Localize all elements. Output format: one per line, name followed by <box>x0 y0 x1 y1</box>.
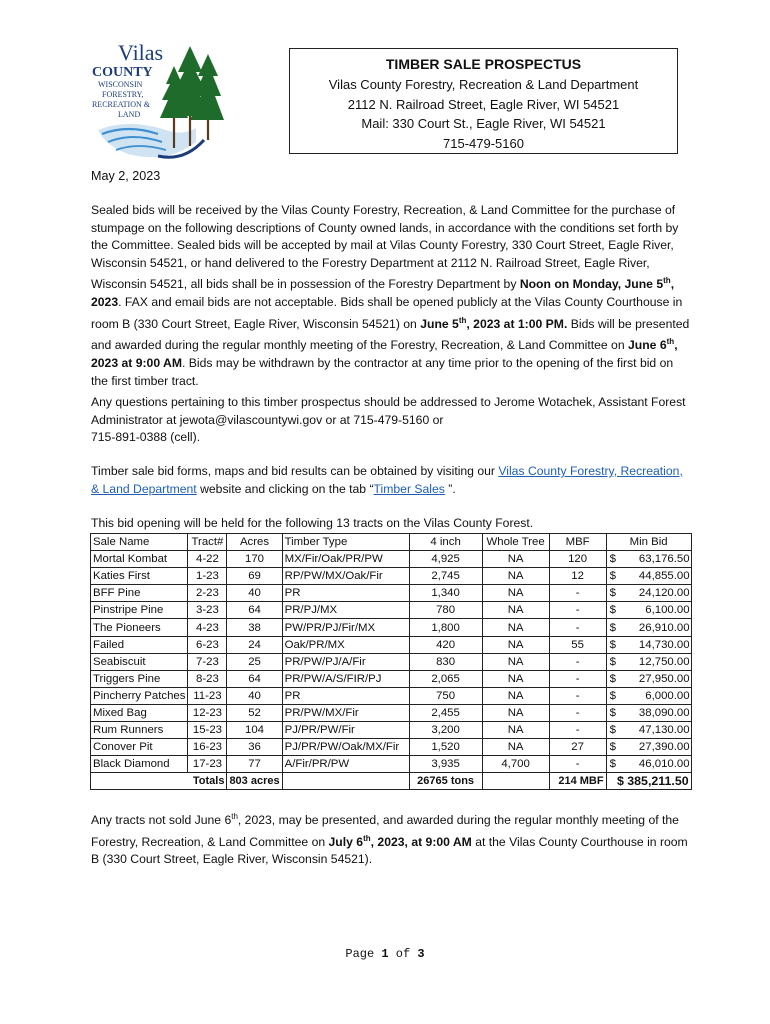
table-row <box>91 722 692 739</box>
cell-mbf: - <box>549 670 606 687</box>
cell-tract: 12-23 <box>188 704 227 721</box>
cell-name: Conover Pit <box>91 739 188 756</box>
cell-bid: 12,750.00 <box>626 653 692 670</box>
table-header-row: Sale Name Tract# Acres Timber Type 4 inch Whole Tree MBF Min Bid <box>91 534 692 551</box>
cell-name: Mortal Kombat <box>91 551 188 568</box>
cell-cur: $ <box>606 704 626 721</box>
cell-type: PR/PW/PJ/A/Fir <box>282 653 409 670</box>
cell-cur: $ <box>606 585 626 602</box>
cell-tract: 4-23 <box>188 619 227 636</box>
cell-cur: $ <box>606 722 626 739</box>
cell-acres: 170 <box>227 551 282 568</box>
cell-bid: 6,100.00 <box>626 602 692 619</box>
cell-whole: NA <box>482 704 549 721</box>
table-intro: This bid opening will be held for the following 13 tracts on the Vilas County Forest. <box>91 516 534 530</box>
cell-tract: 3-23 <box>188 602 227 619</box>
cell-name: Rum Runners <box>91 722 188 739</box>
cell-inch: 750 <box>409 687 482 704</box>
cell-whole: NA <box>482 687 549 704</box>
total-min-bid: $ 385,211.50 <box>606 773 691 790</box>
prospectus-header <box>289 48 678 154</box>
cell-whole: 4,700 <box>482 756 549 773</box>
cell-mbf: - <box>549 722 606 739</box>
county-logo <box>88 38 224 166</box>
cell-name: BFF Pine <box>91 585 188 602</box>
cell-tract: 6-23 <box>188 636 227 653</box>
cell-mbf: - <box>549 585 606 602</box>
cell-bid: 24,120.00 <box>626 585 692 602</box>
cell-mbf: - <box>549 619 606 636</box>
table-row <box>91 704 692 721</box>
timber-sales-link[interactable]: Timber Sales <box>373 481 445 496</box>
cell-acres: 24 <box>227 636 282 653</box>
cell-whole: NA <box>482 585 549 602</box>
svg-text:RECREATION &: RECREATION & <box>92 100 150 109</box>
table-row <box>91 568 692 585</box>
bid-forms-paragraph: Timber sale bid forms, maps and bid results can be obtained by visiting our Vilas County Forestry, Recreation, & Land Department website and clicking on the tab “Timber Sales ”. <box>91 464 683 496</box>
cell-mbf: 55 <box>549 636 606 653</box>
cell-cur: $ <box>606 568 626 585</box>
cell-tract: 15-23 <box>188 722 227 739</box>
document-date: May 2, 2023 <box>91 169 161 183</box>
cell-name: Katies First <box>91 568 188 585</box>
cell-acres: 40 <box>227 687 282 704</box>
logo-vilas: Vilas <box>118 40 164 65</box>
cell-inch: 2,455 <box>409 704 482 721</box>
cell-inch: 2,745 <box>409 568 482 585</box>
cell-bid: 6,000.00 <box>626 687 692 704</box>
cell-acres: 77 <box>227 756 282 773</box>
cell-cur: $ <box>606 756 626 773</box>
cell-whole: NA <box>482 722 549 739</box>
cell-inch: 830 <box>409 653 482 670</box>
table-row <box>91 636 692 653</box>
cell-cur: $ <box>606 670 626 687</box>
cell-type: PR/PJ/MX <box>282 602 409 619</box>
timber-tracts-table <box>90 533 692 790</box>
cell-bid: 47,130.00 <box>626 722 692 739</box>
cell-tract: 8-23 <box>188 670 227 687</box>
department-name: Vilas County Forestry, Recreation & Land Department <box>328 77 639 92</box>
cell-type: PW/PR/PJ/Fir/MX <box>282 619 409 636</box>
cell-cur: $ <box>606 687 626 704</box>
cell-type: RP/PW/MX/Oak/Fir <box>282 568 409 585</box>
cell-acres: 69 <box>227 568 282 585</box>
cell-mbf: 12 <box>549 568 606 585</box>
cell-name: Black Diamond <box>91 756 188 773</box>
cell-bid: 27,390.00 <box>626 739 692 756</box>
bid-instructions-paragraph: Sealed bids will be received by the Vilas County Forestry, Recreation, & Land Committee for the purchase of stumpage on the following descriptions of County owned lands, in accordance with the conditions set forth by the Committee. Sealed bids will be accepted by mail at Vilas County Forestry, 330 Court Street, Eagle River, Wisconsin 54521, or hand delivered to the Forestry Department at 2112 N. Railroad Street, Eagle River, Wisconsin 54521, all bids shall be in possession of the Forestry Department by Noon on Monday, June 5th, 2023. FAX and email bids are not acceptable. Bids shall be opened publicly at the Vilas County Courthouse in room B (330 Court Street, Eagle River, Wisconsin 54521) on June 5th, 2023 at 1:00 PM. Bids will be presented and awarded during the regular monthly meeting of the Forestry, Recreation, & Land Committee on June 6th, 2023 at 9:00 AM. Bids may be withdrawn by the contractor at any time prior to the opening of the first bid on the first timber tract. <box>91 203 690 388</box>
unsold-tracts-paragraph: Any tracts not sold June 6th, 2023, may be presented, and awarded during the regular monthly meeting of the Forestry, Recreation, & Land Committee on July 6th, 2023, at 9:00 AM at the Vilas County Courthouse in room B (330 Court Street, Eagle River, Wisconsin 54521). <box>91 812 688 867</box>
cell-type: PJ/PR/PW/Oak/MX/Fir <box>282 739 409 756</box>
page-number-footer: Page 1 of 3 <box>345 947 425 961</box>
cell-cur: $ <box>606 636 626 653</box>
cell-acres: 52 <box>227 704 282 721</box>
cell-inch: 1,340 <box>409 585 482 602</box>
cell-acres: 36 <box>227 739 282 756</box>
cell-type: PR <box>282 585 409 602</box>
phone-number: 715-479-5160 <box>443 135 524 151</box>
table-row <box>91 551 692 568</box>
table-row <box>91 653 692 670</box>
cell-acres: 38 <box>227 619 282 636</box>
cell-bid: 46,010.00 <box>626 756 692 773</box>
cell-type: PR/PW/MX/Fir <box>282 704 409 721</box>
cell-whole: NA <box>482 670 549 687</box>
mailing-address: Mail: 330 Court St., Eagle River, WI 54521 <box>361 116 606 131</box>
cell-tract: 17-23 <box>188 756 227 773</box>
cell-inch: 3,935 <box>409 756 482 773</box>
cell-name: Pinstripe Pine <box>91 602 188 619</box>
cell-bid: 38,090.00 <box>626 704 692 721</box>
cell-tract: 11-23 <box>188 687 227 704</box>
table-row <box>91 756 692 773</box>
cell-inch: 2,065 <box>409 670 482 687</box>
svg-text:FORESTRY,: FORESTRY, <box>102 90 144 99</box>
cell-bid: 63,176.50 <box>626 551 692 568</box>
cell-acres: 40 <box>227 585 282 602</box>
table-row <box>91 670 692 687</box>
cell-acres: 64 <box>227 602 282 619</box>
table-row <box>91 585 692 602</box>
cell-type: A/Fir/PR/PW <box>282 756 409 773</box>
cell-tract: 7-23 <box>188 653 227 670</box>
cell-acres: 64 <box>227 670 282 687</box>
cell-name: Seabiscuit <box>91 653 188 670</box>
cell-name: Triggers Pine <box>91 670 188 687</box>
total-tons: 26765 tons <box>409 773 482 790</box>
contact-paragraph: Any questions pertaining to this timber prospectus should be addressed to Jerome Wotachek, Assistant Forest Administrator at jewota@vilascountywi.gov or at 715-479-5160 or 715-891-0388 (cell). <box>91 395 686 445</box>
cell-whole: NA <box>482 551 549 568</box>
cell-cur: $ <box>606 551 626 568</box>
cell-tract: 4-22 <box>188 551 227 568</box>
cell-cur: $ <box>606 602 626 619</box>
cell-inch: 780 <box>409 602 482 619</box>
cell-inch: 4,925 <box>409 551 482 568</box>
cell-type: PJ/PR/PW/Fir <box>282 722 409 739</box>
cell-type: PR <box>282 687 409 704</box>
totals-row <box>91 773 692 790</box>
cell-acres: 104 <box>227 722 282 739</box>
cell-type: PR/PW/A/S/FIR/PJ <box>282 670 409 687</box>
page-title: TIMBER SALE PROSPECTUS <box>385 56 582 72</box>
svg-text:WISCONSIN: WISCONSIN <box>98 80 143 89</box>
cell-inch: 1,520 <box>409 739 482 756</box>
cell-bid: 14,730.00 <box>626 636 692 653</box>
totals-label: Totals <box>91 773 227 790</box>
cell-inch: 420 <box>409 636 482 653</box>
cell-acres: 25 <box>227 653 282 670</box>
cell-bid: 44,855.00 <box>626 568 692 585</box>
total-mbf: 214 MBF <box>549 773 606 790</box>
cell-name: The Pioneers <box>91 619 188 636</box>
cell-whole: NA <box>482 619 549 636</box>
table-row <box>91 619 692 636</box>
cell-bid: 27,950.00 <box>626 670 692 687</box>
cell-whole: NA <box>482 602 549 619</box>
cell-whole: NA <box>482 636 549 653</box>
cell-bid: 26,910.00 <box>626 619 692 636</box>
cell-type: Oak/PR/MX <box>282 636 409 653</box>
cell-mbf: 120 <box>549 551 606 568</box>
cell-tract: 1-23 <box>188 568 227 585</box>
table-row <box>91 687 692 704</box>
cell-tract: 2-23 <box>188 585 227 602</box>
cell-mbf: - <box>549 602 606 619</box>
total-acres: 803 acres <box>227 773 282 790</box>
cell-whole: NA <box>482 568 549 585</box>
cell-name: Mixed Bag <box>91 704 188 721</box>
cell-name: Pincherry Patches <box>91 687 188 704</box>
svg-text:LAND: LAND <box>118 110 141 119</box>
logo-county: COUNTY <box>92 65 153 80</box>
cell-cur: $ <box>606 739 626 756</box>
cell-type: MX/Fir/Oak/PR/PW <box>282 551 409 568</box>
cell-mbf: - <box>549 756 606 773</box>
cell-tract: 16-23 <box>188 739 227 756</box>
cell-mbf: - <box>549 704 606 721</box>
cell-mbf: - <box>549 687 606 704</box>
cell-inch: 3,200 <box>409 722 482 739</box>
street-address: 2112 N. Railroad Street, Eagle River, WI 54521 <box>347 96 620 112</box>
cell-inch: 1,800 <box>409 619 482 636</box>
cell-mbf: 27 <box>549 739 606 756</box>
table-row <box>91 739 692 756</box>
cell-mbf: - <box>549 653 606 670</box>
cell-name: Failed <box>91 636 188 653</box>
cell-whole: NA <box>482 653 549 670</box>
forestry-department-link[interactable]: Vilas County Forestry, Recreation, & Land Department <box>91 464 683 496</box>
cell-cur: $ <box>606 619 626 636</box>
cell-cur: $ <box>606 653 626 670</box>
cell-whole: NA <box>482 739 549 756</box>
table-row <box>91 602 692 619</box>
